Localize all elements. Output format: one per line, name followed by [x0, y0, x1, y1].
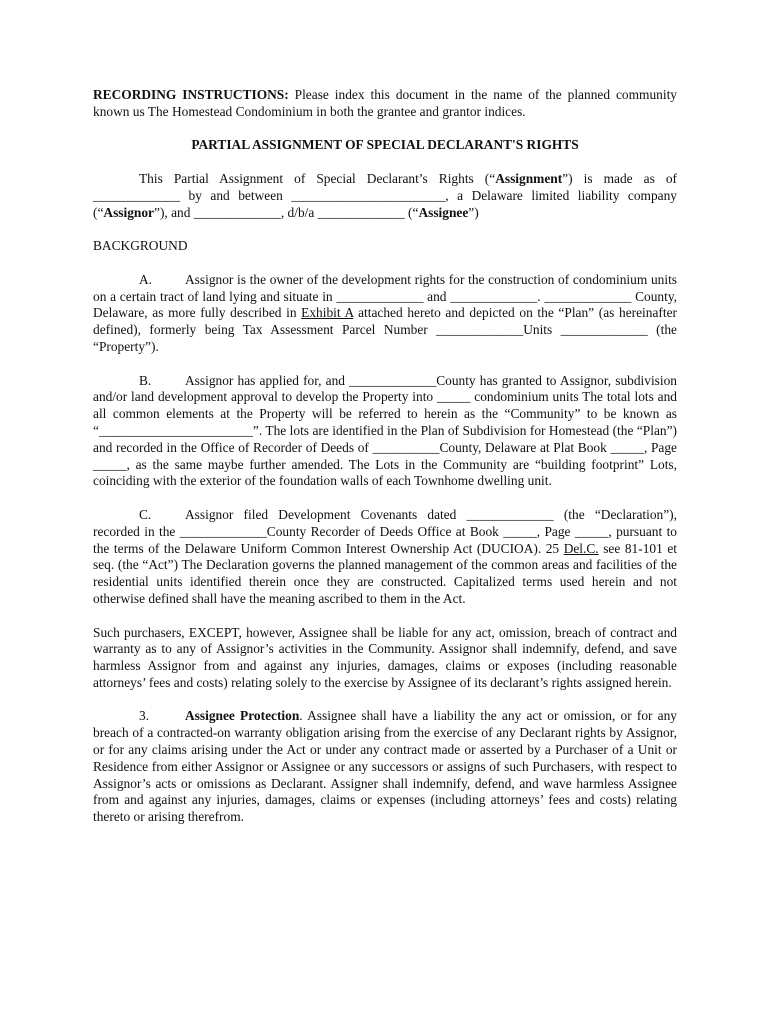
- purchasers-paragraph: Such purchasers, EXCEPT, however, Assignee shall be liable for any act, omission, breach of contract and warranty as to any of Assignor’s activities in the Community. Assignor shall indemnify, defend, and save harmless Assignor from and against any injuries, damages, claims or exposes (including reasonable attorneys’ fees and costs) relating solely to the exercise by Assignee of its declarant’s rights assigned herein.: [93, 624, 677, 690]
- intro-bold-assignor: Assignor: [103, 204, 155, 220]
- paragraph-a-text-1: Assignor is the owner of the development rights for the construction of condominium units on a certain tract of land lying and situate in _____________ and _____________. _____________ County, Delaware, as more fully described in: [93, 271, 677, 321]
- paragraph-3-text: . Assignee shall have a liability the any act or omission, or for any breach of a contracted-on warranty obligation arising from the exercise of any Declarant rights by Assignor, or for any claims arising under the Act or under any contract made or asserted by a Purchaser of a Unit or Residence from either Assignor or Assignee or any successors or assigns of such Purchasers, with respect to Assignor’s acts or omissions as Declarant. Assigner shall indemnify, defend, and wave harmless Assignee from and against any injuries, damages, claims or expenses (including attorneys’ fees and costs) relating thereto or arising therefrom.: [93, 708, 678, 825]
- spacer: [93, 255, 677, 272]
- paragraph-c-text-2: see 81-101 et seq. (the “Act”) The Declaration governs the planned management of the common areas and facilities of the residential units identified therein once they are constructed. Capitalized terms used herein and not otherwise defined shall have the meaning ascribed to them in the Act.: [93, 540, 677, 606]
- document-title-text: PARTIAL ASSIGNMENT OF SPECIAL DECLARANT'S RIGHTS: [191, 137, 579, 153]
- exhibit-a-reference: Exhibit A: [301, 305, 354, 321]
- recording-instructions: [93, 87, 677, 121]
- intro-text-1: This Partial Assignment of Special Declarant’s Rights (“: [139, 170, 496, 186]
- paragraph-a-text-2: attached hereto and depicted on the “Plan” (as hereinafter defined), formerly being Tax Assessment Parcel Number _____________Units _____________ (the “Property”).: [93, 305, 677, 354]
- recording-text: Please index this document in the name of the planned community known us The Homestead Condominium in both the grantee and grantor indices.: [93, 87, 677, 119]
- spacer: [93, 356, 677, 373]
- background-heading: BACKGROUND: [93, 238, 188, 254]
- spacer: [93, 221, 677, 238]
- paragraph-3-heading: Assignee Protection: [185, 708, 300, 724]
- document-title: [93, 137, 677, 154]
- document-page: [93, 87, 677, 826]
- spacer: [93, 692, 677, 709]
- intro-text-2: ”) is made as of _____________ by and between _______________________, a Delaware limited liability company (“: [93, 170, 677, 220]
- spacer: [93, 121, 677, 138]
- paragraph-3-number: 3.: [139, 708, 150, 724]
- paragraph-a-number: A.: [139, 271, 153, 287]
- spacer: [93, 154, 677, 171]
- paragraph-b: [93, 373, 677, 491]
- intro-paragraph: [93, 171, 677, 221]
- paragraph-c: [93, 507, 677, 608]
- paragraph-c-number: C.: [139, 506, 152, 522]
- paragraph-b-text: Assignor has applied for, and _____________County has granted to Assignor, subdivision and/or land development approval to develop the Property into _____ condominium units The total lots and all common elements at the Property will be referred to herein as the “Community” to be known as “_______________________”. The lots are identified in the Plan of Subdivision for Homestead (the “Plan”) and recorded in the Office of Recorder of Deeds of __________County, Delaware at Plat Book _____, Page _____, as the same maybe further amended. The Lots in the Community are “building footprint” Lots, coinciding with the exterior of the foundation walls of each Townhome dwelling unit.: [93, 372, 677, 489]
- paragraph-b-number: B.: [139, 372, 152, 388]
- spacer: [93, 490, 677, 507]
- intro-text-3: ”), and _____________, d/b/a _____________ (“: [154, 204, 419, 220]
- paragraph-c-text-1: Assignor filed Development Covenants dated _____________ (the “Declaration”), recorded in the _____________County Recorder of Deeds Office at Book _____, Page _____, pursuant to the terms of the Delaware Uniform Common Interest Ownership Act (DUCIOA). 25: [93, 506, 677, 556]
- recording-label: RECORDING INSTRUCTIONS:: [93, 87, 289, 102]
- paragraph-a: [93, 272, 677, 356]
- paragraph-3: [93, 708, 677, 826]
- del-c-reference: Del.C.: [563, 540, 599, 556]
- intro-text-4: ”): [468, 204, 479, 220]
- intro-bold-assignee: Assignee: [418, 204, 469, 220]
- intro-bold-assignment: Assignment: [495, 170, 563, 186]
- spacer: [93, 608, 677, 625]
